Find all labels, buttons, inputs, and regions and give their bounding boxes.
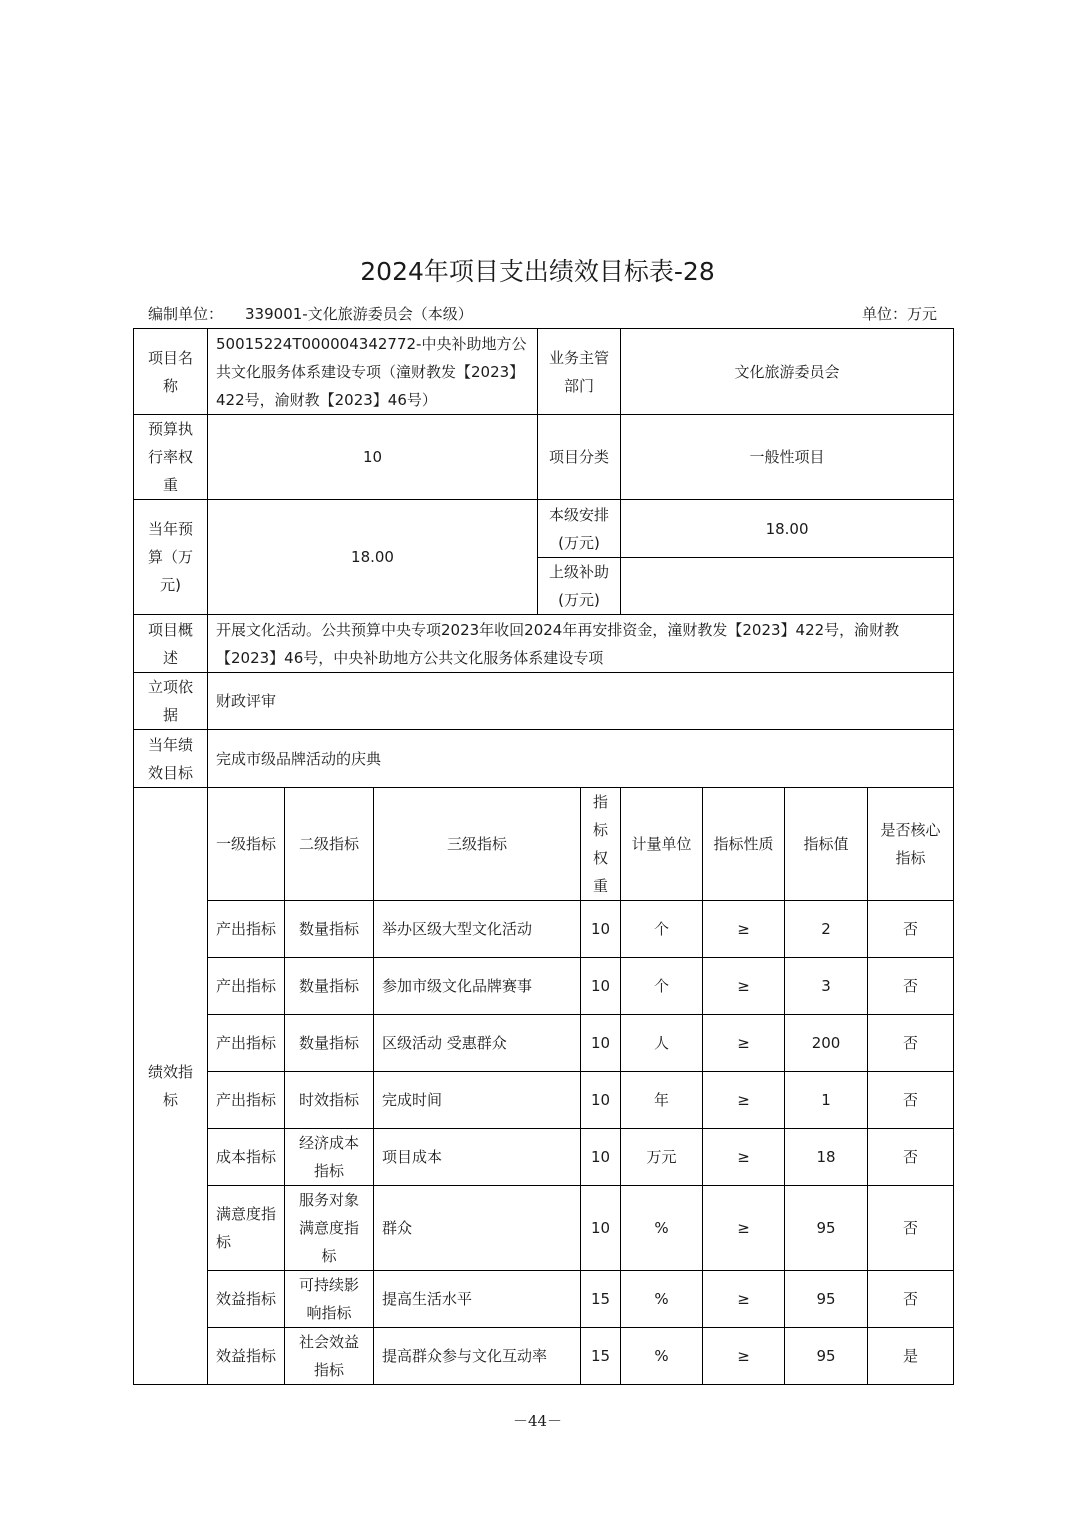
row-level2: 数量指标 bbox=[285, 901, 374, 958]
header-core: 是否核心指标 bbox=[868, 788, 954, 901]
row-unit: % bbox=[621, 1328, 703, 1385]
row-nature: ≥ bbox=[703, 1129, 785, 1186]
row-value: 1 bbox=[785, 1072, 868, 1129]
indicator-header-row bbox=[134, 788, 954, 901]
overview-row bbox=[134, 615, 954, 673]
project-name: 50015224T000004342772-中央补助地方公共文化服务体系建设专项（潼财教发【2023】422号，渝财教【2023】46号） bbox=[208, 329, 538, 415]
budget-label: 当年预算（万元) bbox=[134, 500, 208, 615]
indicator-section-label: 绩效指标 bbox=[134, 788, 208, 1385]
exec-weight-row bbox=[134, 415, 954, 500]
project-name-row bbox=[134, 329, 954, 415]
upper-label: 上级补助(万元) bbox=[538, 558, 621, 615]
row-value: 3 bbox=[785, 958, 868, 1015]
budget-row bbox=[134, 500, 954, 558]
header-level1: 一级指标 bbox=[208, 788, 285, 901]
row-unit: 人 bbox=[621, 1015, 703, 1072]
row-level3: 群众 bbox=[374, 1186, 581, 1271]
header-weight: 指标权重 bbox=[581, 788, 621, 901]
performance-table bbox=[133, 328, 954, 1385]
org-info bbox=[148, 303, 473, 324]
row-level2: 社会效益指标 bbox=[285, 1328, 374, 1385]
row-unit: % bbox=[621, 1186, 703, 1271]
row-nature: ≥ bbox=[703, 1328, 785, 1385]
row-nature: ≥ bbox=[703, 1186, 785, 1271]
row-level3: 参加市级文化品牌赛事 bbox=[374, 958, 581, 1015]
row-value: 18 bbox=[785, 1129, 868, 1186]
row-level1: 效益指标 bbox=[208, 1271, 285, 1328]
header-nature: 指标性质 bbox=[703, 788, 785, 901]
row-level1: 产出指标 bbox=[208, 1015, 285, 1072]
row-unit: 个 bbox=[621, 958, 703, 1015]
row-core: 否 bbox=[868, 958, 954, 1015]
row-level3: 区级活动 受惠群众 bbox=[374, 1015, 581, 1072]
row-weight: 15 bbox=[581, 1271, 621, 1328]
local-value: 18.00 bbox=[621, 500, 954, 558]
row-core: 否 bbox=[868, 1129, 954, 1186]
header-value: 指标值 bbox=[785, 788, 868, 901]
row-level1: 产出指标 bbox=[208, 901, 285, 958]
row-core: 否 bbox=[868, 1271, 954, 1328]
exec-weight-value: 10 bbox=[208, 415, 538, 500]
row-level2: 经济成本指标 bbox=[285, 1129, 374, 1186]
row-unit: 万元 bbox=[621, 1129, 703, 1186]
basis-row bbox=[134, 673, 954, 730]
org-value: 339001-文化旅游委员会（本级） bbox=[245, 305, 473, 323]
table-row bbox=[134, 1186, 954, 1271]
table-row bbox=[134, 1072, 954, 1129]
row-nature: ≥ bbox=[703, 958, 785, 1015]
row-core: 否 bbox=[868, 1186, 954, 1271]
row-level2: 数量指标 bbox=[285, 1015, 374, 1072]
table-row bbox=[134, 958, 954, 1015]
row-level1: 效益指标 bbox=[208, 1328, 285, 1385]
row-core: 是 bbox=[868, 1328, 954, 1385]
row-unit: 年 bbox=[621, 1072, 703, 1129]
table-row bbox=[134, 1328, 954, 1385]
row-level3: 提高生活水平 bbox=[374, 1271, 581, 1328]
row-level2: 服务对象满意度指标 bbox=[285, 1186, 374, 1271]
header-unit: 计量单位 bbox=[621, 788, 703, 901]
row-weight: 10 bbox=[581, 1072, 621, 1129]
row-core: 否 bbox=[868, 1015, 954, 1072]
page-title: 2024年项目支出绩效目标表-28 bbox=[360, 257, 715, 286]
table-row bbox=[134, 901, 954, 958]
row-weight: 10 bbox=[581, 1129, 621, 1186]
table-row bbox=[134, 1015, 954, 1072]
row-level1: 满意度指标 bbox=[208, 1186, 285, 1271]
category-label: 项目分类 bbox=[538, 415, 621, 500]
basis-label: 立项依据 bbox=[134, 673, 208, 730]
header-level2: 二级指标 bbox=[285, 788, 374, 901]
table-row bbox=[134, 1271, 954, 1328]
row-level1: 成本指标 bbox=[208, 1129, 285, 1186]
row-weight: 15 bbox=[581, 1328, 621, 1385]
dept-label: 业务主管部门 bbox=[538, 329, 621, 415]
row-level2: 可持续影响指标 bbox=[285, 1271, 374, 1328]
row-unit: 个 bbox=[621, 901, 703, 958]
row-nature: ≥ bbox=[703, 1015, 785, 1072]
header-level3: 三级指标 bbox=[374, 788, 581, 901]
amount-unit: 单位：万元 bbox=[862, 305, 938, 323]
row-value: 95 bbox=[785, 1271, 868, 1328]
exec-weight-label: 预算执行率权重 bbox=[134, 415, 208, 500]
category-value: 一般性项目 bbox=[621, 415, 954, 500]
row-nature: ≥ bbox=[703, 901, 785, 958]
row-value: 200 bbox=[785, 1015, 868, 1072]
row-level3: 举办区级大型文化活动 bbox=[374, 901, 581, 958]
row-level3: 项目成本 bbox=[374, 1129, 581, 1186]
row-nature: ≥ bbox=[703, 1271, 785, 1328]
dept-value: 文化旅游委员会 bbox=[621, 329, 954, 415]
goal-label: 当年绩效目标 bbox=[134, 730, 208, 788]
local-label: 本级安排(万元) bbox=[538, 500, 621, 558]
row-core: 否 bbox=[868, 1072, 954, 1129]
org-label: 编制单位： bbox=[148, 305, 224, 323]
row-level1: 产出指标 bbox=[208, 958, 285, 1015]
overview-value: 开展文化活动。公共预算中央专项2023年收回2024年再安排资金，潼财教发【2023】422号，渝财教【2023】46号，中央补助地方公共文化服务体系建设专项 bbox=[208, 615, 954, 673]
row-nature: ≥ bbox=[703, 1072, 785, 1129]
table-row bbox=[134, 1129, 954, 1186]
row-value: 95 bbox=[785, 1328, 868, 1385]
upper-value bbox=[621, 558, 954, 615]
row-value: 95 bbox=[785, 1186, 868, 1271]
project-name-label: 项目名称 bbox=[134, 329, 208, 415]
row-level3: 提高群众参与文化互动率 bbox=[374, 1328, 581, 1385]
goal-value: 完成市级品牌活动的庆典 bbox=[208, 730, 954, 788]
basis-value: 财政评审 bbox=[208, 673, 954, 730]
row-value: 2 bbox=[785, 901, 868, 958]
row-level2: 数量指标 bbox=[285, 958, 374, 1015]
row-weight: 10 bbox=[581, 901, 621, 958]
row-level3: 完成时间 bbox=[374, 1072, 581, 1129]
page-number: －44－ bbox=[512, 1412, 563, 1430]
row-weight: 10 bbox=[581, 1015, 621, 1072]
goal-row bbox=[134, 730, 954, 788]
row-unit: % bbox=[621, 1271, 703, 1328]
row-core: 否 bbox=[868, 901, 954, 958]
row-weight: 10 bbox=[581, 1186, 621, 1271]
budget-value: 18.00 bbox=[208, 500, 538, 615]
row-weight: 10 bbox=[581, 958, 621, 1015]
row-level1: 产出指标 bbox=[208, 1072, 285, 1129]
row-level2: 时效指标 bbox=[285, 1072, 374, 1129]
overview-label: 项目概述 bbox=[134, 615, 208, 673]
